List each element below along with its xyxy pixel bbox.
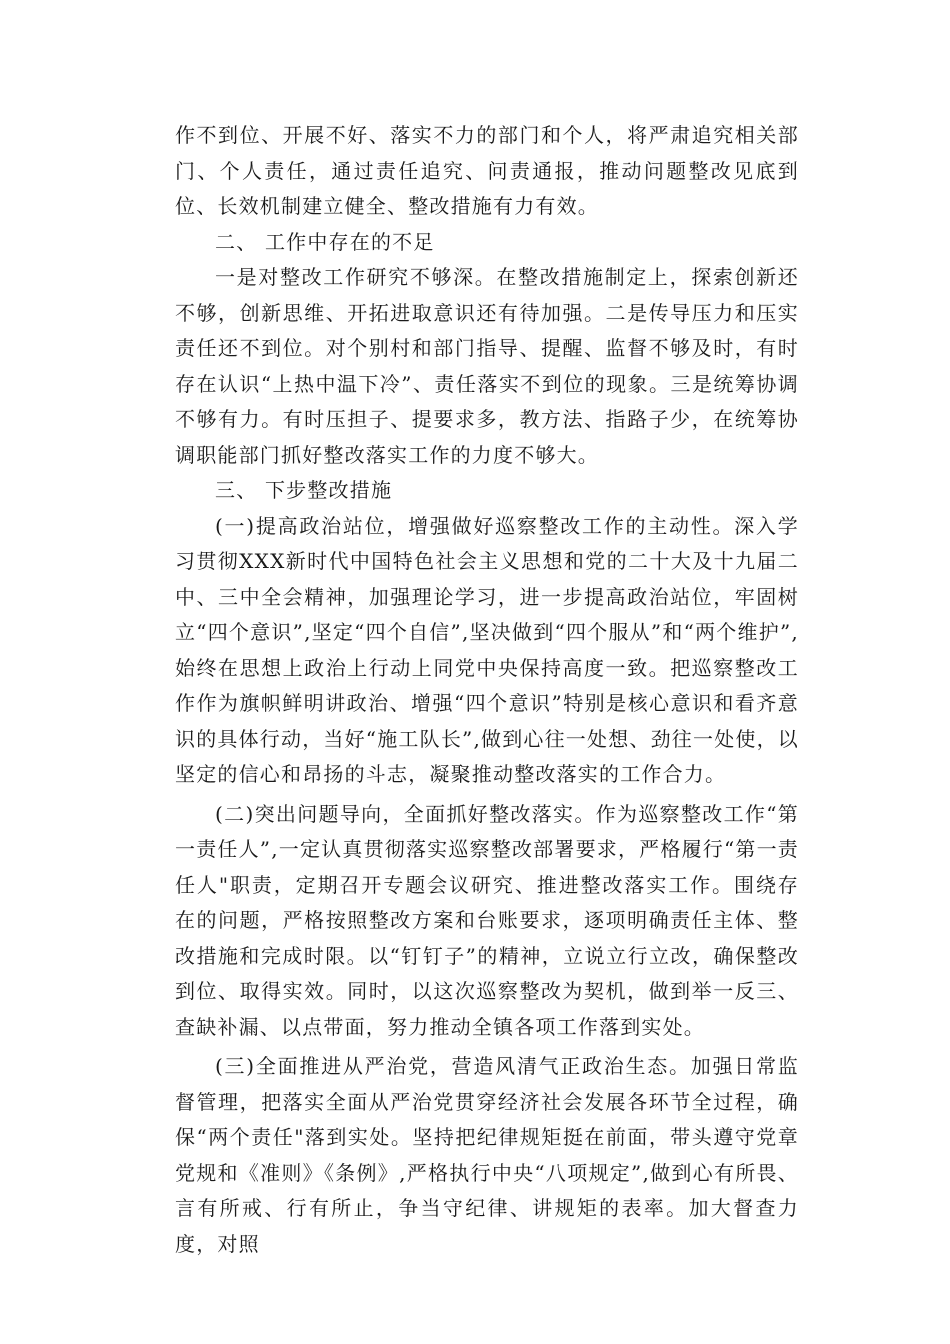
section-heading-shortcomings: 二、 工作中存在的不足 xyxy=(215,229,435,254)
paragraph-accountability: 作不到位、开展不好、落实不力的部门和个人，将严肃追究相关部门、个人责任，通过责任追究、问责通报，推动问题整改见底到位、长效机制建立健全、整改措施有力有效。 xyxy=(175,123,799,218)
paragraph-shortcomings: 一是对整改工作研究不够深。在整改措施制定上，探索创新还不够，创新思维、开拓进取意识还有待加强。二是传导压力和压实责任还不到位。对个别村和部门指导、提醒、监督不够及时，有时存在认识“上热中温下冷”、责任落实不到位的现象。三是统筹协调不够有力。有时压担子、提要求多，教方法、指路子少，在统筹协调职能部门抓好整改落实工作的力度不够大。 xyxy=(175,265,799,467)
document-body xyxy=(175,118,799,1262)
section-heading-next-steps: 三、 下步整改措施 xyxy=(215,478,393,502)
paragraph-measure-2: (二)突出问题导向，全面抓好整改落实。作为巡察整改工作“第一责任人”,一定认真贯彻落实巡察整改部署要求，严格履行“第一责任人"职责，定期召开专题会议研究、推进整改落实工作。围绕存在的问题，严格按照整改方案和台账要求，逐项明确责任主体、整改措施和完成时限。以“钉钉子”的精神，立说立行立改，确保整改到位、取得实效。同时，以这次巡察整改为契机，做到举一反三、查缺补漏、以点带面，努力推动全镇各项工作落到实处。 xyxy=(175,801,800,1039)
paragraph-measure-1: (一)提高政治站位，增强做好巡察整改工作的主动性。深入学习贯彻XXX新时代中国特色社会主义思想和党的二十大及十九届二中、三中全会精神，加强理论学习，进一步提高政治站位，牢固树立“四个意识”,坚定“四个自信”,坚决做到“四个服从”和“两个维护”,始终在思想上政治上行动上同党中央保持高度一致。把巡察整改工作作为旗帜鲜明讲政治、增强“四个意识”特别是核心意识和看齐意识的具体行动，当好“施工队长”,做到心往一处想、劲往一处使，以坚定的信心和昂扬的斗志，凝聚推动整改落实的工作合力。 xyxy=(175,513,800,786)
paragraph-measure-3: (三)全面推进从严治党，营造风清气正政治生态。加强日常监督管理，把落实全面从严治党贯穿经济社会发展各环节全过程，确保“两个责任"落到实处。坚持把纪律规矩挺在前面，带头遵守党章党规和《准则》《条例》,严格执行中央“八项规定”,做到心有所畏、言有所戒、行有所止，争当守纪律、讲规矩的表率。加大督查力度，对照 xyxy=(175,1054,799,1256)
